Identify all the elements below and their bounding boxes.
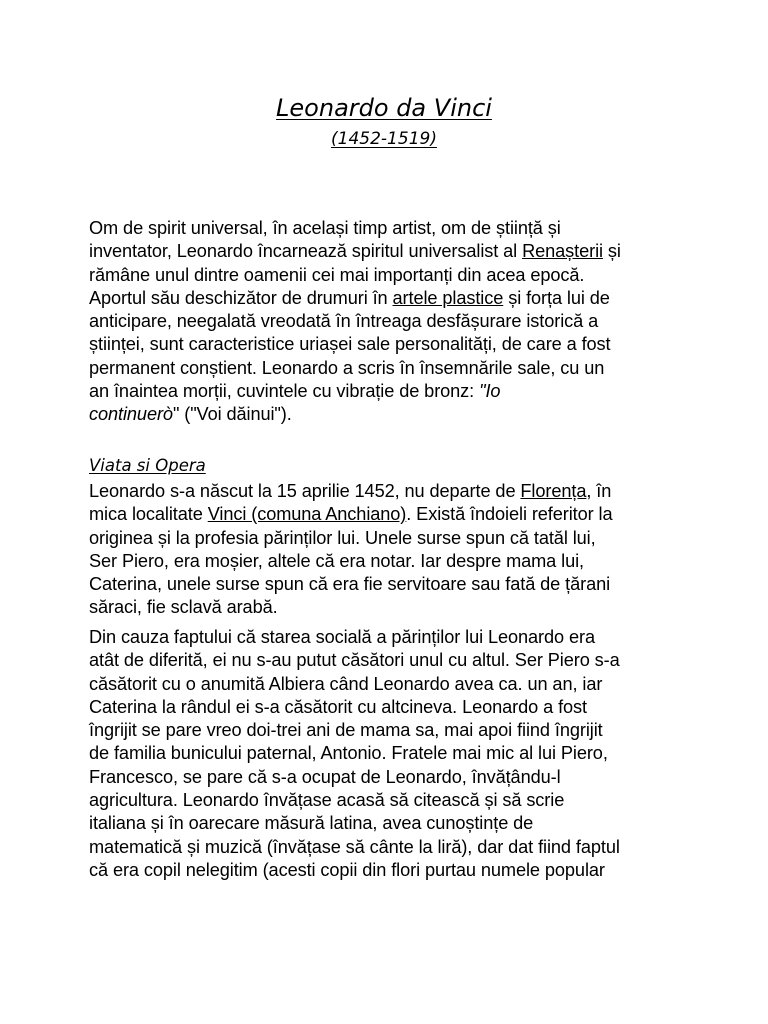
- document-subtitle-years: (1452-1519): [331, 129, 437, 149]
- text-line: Din cauza faptului că starea socială a părinților lui Leonardo era: [89, 627, 595, 647]
- link-renasterii[interactable]: Renașterii: [522, 241, 603, 262]
- italic-quote: "Io: [479, 381, 501, 402]
- intro-paragraph: [89, 217, 679, 427]
- link-florenta[interactable]: Florența: [520, 481, 587, 501]
- text-line: Caterina la rândul ei s-a căsătorit cu altcineva. Leonardo a fost: [89, 696, 587, 717]
- text-line: rămâne unul dintre oamenii cei mai importanți din acea epocă.: [89, 264, 585, 285]
- text-line: atât de diferită, ei nu s-au putut căsători unul cu altul. Ser Piero s-a: [89, 650, 620, 671]
- link-vinci[interactable]: Vinci (comuna Anchiano): [207, 504, 407, 525]
- text-line: permanent conștient. Leonardo a scris în însemnările sale, cu un: [89, 357, 605, 378]
- text-line: an înaintea morții, cuvintele cu vibrație de bronz: "Io: [89, 381, 501, 402]
- life-paragraph-2: [89, 626, 679, 882]
- link-artele-plastice[interactable]: artele plastice: [392, 287, 504, 308]
- text-line: matematică și muzică (învățase să cânte la liră), dar dat fiind faptul: [89, 836, 620, 857]
- text-line: Leonardo s-a născut la 15 aprilie 1452, nu departe de Florența, în: [89, 481, 612, 501]
- text-line: originea și la profesia părinților lui. Unele surse spun că tatăl lui,: [89, 527, 596, 548]
- text-line: anticipare, neegalată vreodată în întreaga desfășurare istorică a: [89, 311, 599, 332]
- text-line: italiana și în oarecare măsură latina, avea cunoștințe de: [89, 813, 534, 834]
- text-line: continuerò" ("Voi dăinui").: [89, 404, 292, 425]
- text-line: Ser Piero, era moșier, altele că era notar. Iar despre mama lui,: [89, 550, 584, 571]
- text-line: Om de spirit universal, în același timp artist, om de știință și: [89, 218, 561, 238]
- text-line: că era copil nelegitim (acesti copii din flori purtau numele popular: [89, 859, 605, 880]
- text-line: Caterina, unele surse spun că era fie servitoare sau fată de țărani: [89, 574, 611, 595]
- text-line: Aportul său deschizător de drumuri în artele plastice și forța lui de: [89, 287, 610, 308]
- text-line: științei, sunt caracteristice uriașei sale personalități, de care a fost: [89, 334, 611, 355]
- text-line: căsătorit cu o anumită Albiera când Leonardo avea ca. un an, iar: [89, 673, 603, 694]
- text-line: Francesco, se pare că s-a ocupat de Leonardo, învățându-l: [89, 766, 561, 787]
- italic-quote: continuerò: [89, 404, 173, 425]
- text-line: îngrijit se pare vreo doi-trei ani de mama sa, mai apoi fiind îngrijit: [89, 720, 603, 741]
- text-line: agricultura. Leonardo învățase acasă să citească și să scrie: [89, 790, 565, 811]
- text-line: mica localitate Vinci (comuna Anchiano). Există îndoieli referitor la: [89, 504, 613, 525]
- section-heading: Viata si Opera: [89, 456, 206, 475]
- text-line: inventator, Leonardo încarnează spiritul universalist al Renașterii și: [89, 241, 621, 262]
- document-title: Leonardo da Vinci: [276, 94, 492, 122]
- text-line: săraci, fie sclavă arabă.: [89, 597, 278, 618]
- life-paragraph-1: [89, 480, 679, 620]
- title-block: [0, 91, 768, 153]
- text-line: de familia bunicului paternal, Antonio. Fratele mai mic al lui Piero,: [89, 743, 608, 764]
